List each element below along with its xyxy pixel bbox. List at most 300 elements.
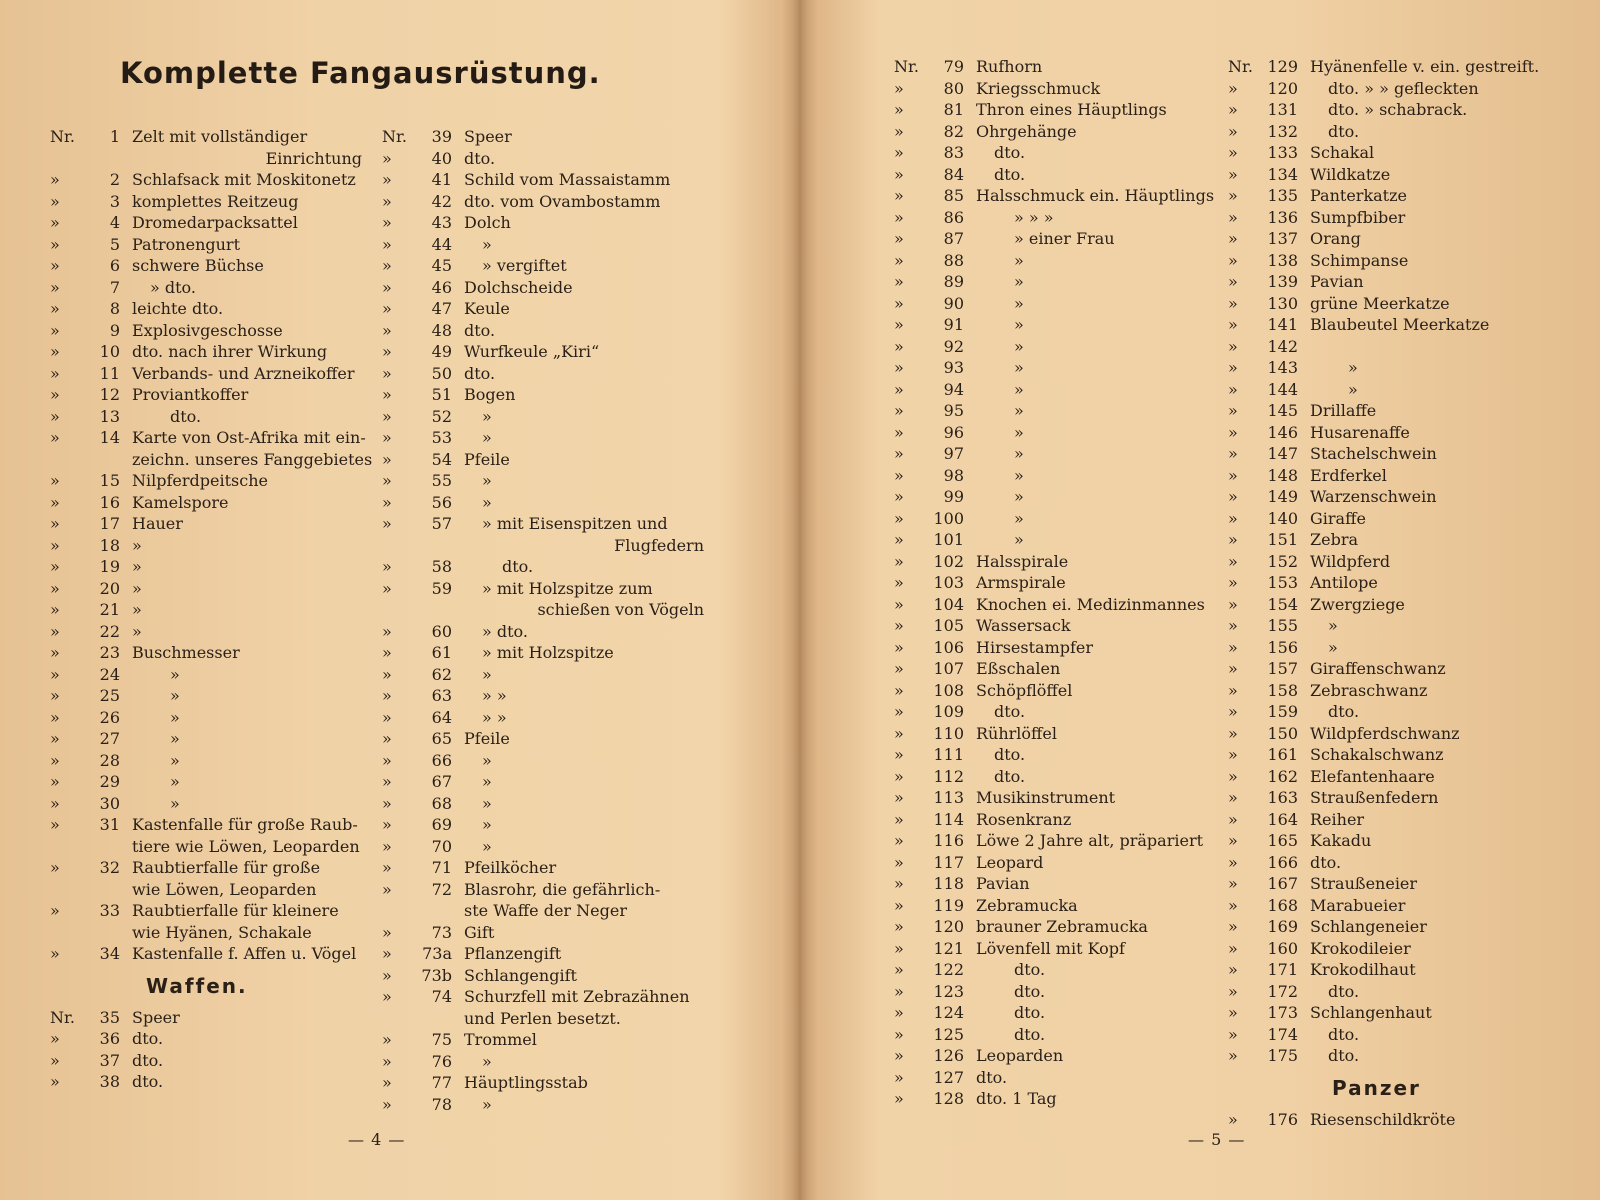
item-number-value: 126 — [933, 1046, 964, 1065]
item-prefix: » — [382, 858, 392, 877]
item-number-value: 133 — [1267, 143, 1298, 162]
item-number-value: 96 — [943, 422, 964, 442]
list-item — [894, 164, 1214, 186]
item-prefix: » — [894, 1067, 904, 1087]
item-description: Blaubeutel Meerkatze — [1310, 315, 1490, 334]
item-number-value: 154 — [1267, 594, 1298, 614]
item-number-value: 89 — [943, 272, 964, 291]
item-prefix: » — [1228, 508, 1238, 528]
item-description: Hyänenfelle v. ein. gestreift. — [1310, 57, 1540, 76]
item-description: » — [170, 707, 180, 727]
list-item — [1228, 357, 1548, 379]
item-prefix: » — [50, 664, 60, 684]
item-prefix: » — [382, 879, 392, 899]
item-number-value: 91 — [943, 315, 964, 334]
item-description: Schakal — [1310, 143, 1375, 162]
item-prefix: » — [1228, 78, 1238, 98]
item-prefix: » — [1228, 702, 1238, 721]
item-number-value: 141 — [1267, 315, 1298, 334]
item-prefix: » — [50, 234, 60, 254]
item-prefix: » — [894, 422, 904, 442]
list-item — [894, 787, 1214, 809]
item-prefix: » — [50, 471, 60, 490]
item-number-value: 92 — [943, 336, 964, 356]
list-item — [1228, 142, 1548, 164]
item-number-value: 53 — [431, 428, 452, 447]
item-description: Dolchscheide — [464, 277, 573, 297]
list-item — [1228, 1024, 1548, 1046]
item-description: ste Waffe der Neger — [464, 901, 627, 920]
item-prefix: » — [894, 680, 904, 700]
item-prefix: » — [1228, 809, 1238, 829]
item-prefix: » — [894, 852, 904, 872]
item-prefix: » — [50, 578, 60, 598]
list-item — [894, 830, 1214, 852]
list-item — [1228, 873, 1548, 895]
item-number-value: 171 — [1267, 960, 1298, 979]
item-description: » — [482, 815, 492, 834]
item-description: dto. — [132, 1050, 164, 1070]
list-item — [1228, 121, 1548, 143]
list-item — [1228, 615, 1548, 637]
list-item — [1228, 701, 1548, 723]
item-prefix: » — [894, 207, 904, 227]
item-prefix: » — [382, 385, 392, 404]
item-number-value: 149 — [1267, 487, 1298, 506]
item-description: » — [1014, 401, 1024, 420]
list-item — [894, 1024, 1214, 1046]
item-description: Leopard — [976, 852, 1044, 872]
item-description: dto. — [1328, 1046, 1360, 1065]
item-prefix: » — [894, 594, 904, 614]
item-description: Schlangeneier — [1310, 917, 1427, 936]
list-item — [382, 277, 704, 299]
item-number-value: 99 — [943, 487, 964, 506]
list-item — [50, 621, 362, 643]
list-item — [382, 771, 704, 793]
item-number-value: 31 — [99, 815, 120, 834]
list-item — [1228, 658, 1548, 680]
item-number-value: 108 — [933, 680, 964, 700]
item-prefix: » — [382, 750, 392, 770]
item-number-value: 110 — [933, 723, 964, 743]
item-prefix: » — [894, 78, 904, 98]
list-item — [894, 1045, 1214, 1067]
list-item — [382, 599, 704, 621]
item-prefix: » — [1228, 981, 1238, 1001]
list-item — [894, 637, 1214, 659]
item-prefix: » — [1228, 788, 1238, 807]
item-number-value: 24 — [99, 664, 120, 684]
item-description: Halsspirale — [976, 551, 1069, 571]
item-number-value: 162 — [1267, 766, 1298, 786]
item-description: Marabueier — [1310, 895, 1406, 915]
list-item — [50, 642, 362, 664]
item-description: zeichn. unseres Fanggebietes — [132, 449, 373, 469]
item-description: Pfeilköcher — [464, 858, 557, 877]
item-prefix: » — [50, 170, 60, 189]
item-number-value: 54 — [431, 449, 452, 469]
item-description: Lövenfell mit Kopf — [976, 938, 1125, 958]
list-item — [382, 900, 704, 922]
item-description: Dolch — [464, 213, 511, 232]
item-prefix: » — [50, 535, 60, 555]
item-description: » mit Holzspitze — [482, 643, 614, 662]
item-prefix: » — [1228, 895, 1238, 915]
list-item — [50, 599, 362, 621]
item-number-value: 138 — [1267, 250, 1298, 270]
item-description: » — [170, 729, 180, 748]
list-item — [382, 406, 704, 428]
item-description: Erdferkel — [1310, 465, 1387, 485]
item-number-value: 73 — [431, 922, 452, 942]
list-item — [50, 685, 362, 707]
item-prefix: Nr. — [50, 127, 75, 146]
item-prefix: » — [50, 256, 60, 275]
item-number-value: 97 — [943, 444, 964, 463]
item-prefix: » — [382, 922, 392, 942]
list-item — [50, 578, 362, 600]
list-item — [894, 766, 1214, 788]
item-description: dto. — [1014, 1024, 1046, 1044]
item-number-value: 78 — [431, 1094, 452, 1114]
item-description: Löwe 2 Jahre alt, präpariert — [976, 831, 1204, 850]
list-item — [894, 873, 1214, 895]
item-number-value: 159 — [1267, 702, 1298, 721]
list-item — [382, 750, 704, 772]
item-number-value: 25 — [99, 686, 120, 705]
item-prefix: » — [1228, 272, 1238, 291]
item-number-value: 69 — [431, 815, 452, 834]
item-number-value: 39 — [431, 127, 452, 146]
item-description: » — [170, 793, 180, 813]
item-prefix: » — [894, 401, 904, 420]
list-item — [50, 341, 362, 363]
list-item — [894, 1067, 1214, 1089]
item-prefix: » — [1228, 1046, 1238, 1065]
list-item — [50, 556, 362, 578]
item-prefix: » — [894, 508, 904, 528]
list-item — [382, 298, 704, 320]
item-description: tiere wie Löwen, Leoparden — [132, 836, 360, 856]
list-item — [1228, 744, 1548, 766]
item-prefix: » — [894, 530, 904, 549]
item-description: wie Hyänen, Schakale — [132, 922, 312, 942]
item-prefix: » — [894, 874, 904, 893]
item-number-value: 123 — [933, 981, 964, 1001]
list-item — [1228, 443, 1548, 465]
list-item — [50, 406, 362, 428]
list-item — [382, 126, 704, 148]
item-description: » — [1014, 250, 1024, 270]
item-number-value: 61 — [431, 643, 452, 662]
item-number-value: 109 — [933, 702, 964, 721]
item-prefix: » — [382, 1030, 392, 1049]
item-number-value: 160 — [1267, 938, 1298, 958]
item-prefix: » — [382, 729, 392, 748]
item-description: Proviantkoffer — [132, 385, 249, 404]
item-description: komplettes Reitzeug — [132, 191, 299, 211]
list-item — [50, 363, 362, 385]
item-prefix: » — [894, 358, 904, 377]
item-number-value: 129 — [1267, 57, 1298, 76]
item-prefix: » — [1228, 1109, 1238, 1129]
item-prefix: » — [894, 186, 904, 205]
item-description: » mit Eisenspitzen und — [482, 514, 668, 533]
item-prefix: » — [894, 659, 904, 678]
item-number-value: 163 — [1267, 788, 1298, 807]
item-number-value: 103 — [933, 573, 964, 592]
item-description: schießen von Vögeln — [537, 600, 704, 619]
right-page — [800, 0, 1600, 1200]
item-number-value: 88 — [943, 250, 964, 270]
item-prefix: » — [382, 320, 392, 340]
list-item — [894, 981, 1214, 1003]
item-description: » » — [482, 707, 507, 727]
item-description: dto. 1 Tag — [976, 1089, 1057, 1108]
item-number-value: 45 — [431, 256, 452, 275]
item-number-value: 83 — [943, 143, 964, 162]
item-description: » — [132, 621, 142, 641]
item-description: dto. — [994, 702, 1026, 721]
item-description: Zelt mit vollständiger — [132, 127, 308, 146]
item-prefix: » — [1228, 229, 1238, 248]
list-item — [50, 427, 366, 449]
list-item — [1228, 99, 1548, 121]
item-prefix: » — [1228, 852, 1238, 872]
item-description: dto. — [1310, 852, 1342, 872]
item-number-value: 29 — [99, 772, 120, 791]
list-item — [382, 234, 704, 256]
item-description: Krokodilhaut — [1310, 960, 1416, 979]
item-number-value: 131 — [1267, 100, 1298, 119]
item-description: dto. vom Ovambostamm — [464, 191, 661, 211]
list-item — [1228, 336, 1548, 358]
item-description: Sumpfbiber — [1310, 207, 1406, 227]
item-number-value: 127 — [933, 1067, 964, 1087]
item-number-value: 74 — [431, 987, 452, 1006]
item-prefix: » — [894, 895, 904, 915]
item-description: Explosivgeschosse — [132, 320, 283, 340]
list-item — [50, 492, 362, 514]
list-item — [382, 535, 704, 557]
item-prefix: » — [1228, 250, 1238, 270]
item-number-value: 15 — [99, 471, 120, 490]
item-prefix: » — [894, 831, 904, 850]
item-description: Krokodileier — [1310, 938, 1411, 958]
item-description: » — [1014, 487, 1024, 506]
item-prefix: » — [894, 1089, 904, 1108]
item-description: Halsschmuck ein. Häuptlings — [976, 186, 1215, 205]
list-item — [382, 814, 704, 836]
item-number-value: 102 — [933, 551, 964, 571]
item-description: Nilpferdpeitsche — [132, 471, 268, 490]
item-description: » — [1014, 358, 1024, 377]
item-prefix: » — [382, 686, 392, 705]
item-description: dto. — [994, 143, 1026, 162]
item-number-value: 84 — [943, 164, 964, 184]
item-prefix: » — [894, 487, 904, 506]
item-number-value: 65 — [431, 729, 452, 748]
item-prefix: » — [894, 938, 904, 958]
list-item — [382, 148, 704, 170]
item-prefix: » — [894, 788, 904, 807]
list-item — [382, 1072, 704, 1094]
item-description: Karte von Ost-Afrika mit ein- — [132, 428, 366, 447]
list-item — [382, 922, 704, 944]
list-item — [50, 1007, 362, 1029]
item-number-value: 104 — [933, 594, 964, 614]
list-item — [382, 1029, 704, 1051]
list-item — [1228, 164, 1548, 186]
list-item — [894, 357, 1214, 379]
list-item — [894, 959, 1214, 981]
item-number-value: 144 — [1267, 379, 1298, 399]
list-item — [382, 556, 704, 578]
list-item — [50, 857, 362, 879]
item-description: Riesenschildkröte — [1310, 1109, 1456, 1129]
item-prefix: » — [1228, 143, 1238, 162]
item-prefix: » — [382, 471, 392, 490]
item-description: » — [1014, 508, 1024, 528]
item-number-value: 32 — [99, 858, 120, 877]
item-number-value: 86 — [943, 207, 964, 227]
item-number-value: 140 — [1267, 508, 1298, 528]
item-description: Giraffenschwanz — [1310, 659, 1446, 678]
item-prefix: » — [1228, 121, 1238, 141]
item-prefix: » — [50, 213, 60, 232]
list-item — [1228, 78, 1548, 100]
item-prefix: » — [1228, 422, 1238, 442]
item-description: Häuptlingsstab — [464, 1073, 588, 1092]
item-prefix: » — [50, 277, 60, 297]
list-item — [50, 384, 362, 406]
item-prefix: » — [382, 664, 392, 684]
item-prefix: » — [382, 492, 392, 512]
item-description: Speer — [464, 127, 512, 146]
item-prefix: » — [1228, 874, 1238, 893]
item-description: dto. — [502, 557, 534, 576]
item-number-value: 168 — [1267, 895, 1298, 915]
item-number-value: 114 — [933, 809, 964, 829]
item-prefix: » — [382, 299, 392, 318]
item-prefix: » — [50, 772, 60, 791]
list-item — [894, 895, 1214, 917]
item-prefix: » — [382, 621, 392, 641]
item-prefix: » — [382, 234, 392, 254]
item-number-value: 18 — [99, 535, 120, 555]
list-item — [894, 336, 1214, 358]
item-number-value: 56 — [431, 492, 452, 512]
item-prefix: » — [894, 809, 904, 829]
item-number-value: 106 — [933, 637, 964, 657]
list-item — [382, 513, 704, 535]
item-number-value: 169 — [1267, 917, 1298, 936]
item-description: Eßschalen — [976, 659, 1061, 678]
item-description: Orang — [1310, 229, 1361, 248]
list-item — [50, 879, 362, 901]
item-number-value: 176 — [1267, 1109, 1298, 1129]
item-description: Zebra — [1310, 530, 1359, 549]
item-number-value: 158 — [1267, 680, 1298, 700]
item-description: dto. — [464, 363, 496, 383]
item-column-4 — [1228, 56, 1548, 1130]
list-item — [894, 658, 1214, 680]
item-prefix: » — [1228, 444, 1238, 463]
list-item — [894, 142, 1214, 164]
list-item — [382, 728, 704, 750]
list-item — [50, 664, 362, 686]
item-number-value: 145 — [1267, 401, 1298, 420]
list-item — [50, 750, 362, 772]
item-description: Drillaffe — [1310, 401, 1377, 420]
item-description: dto. — [1014, 960, 1046, 979]
item-description: Giraffe — [1310, 508, 1366, 528]
item-number-value: 64 — [431, 707, 452, 727]
item-description: dto. » » gefleckten — [1328, 78, 1479, 98]
list-item — [1228, 680, 1548, 702]
item-prefix: » — [50, 1029, 60, 1048]
item-prefix: » — [50, 901, 60, 920]
list-item — [894, 400, 1214, 422]
item-prefix: » — [382, 987, 392, 1006]
item-description: dto. — [132, 1029, 164, 1048]
item-prefix: » — [894, 1024, 904, 1044]
item-prefix: » — [50, 342, 60, 361]
list-item — [50, 814, 362, 836]
item-description: Speer — [132, 1007, 180, 1027]
list-item — [50, 1071, 362, 1093]
item-prefix: » — [382, 213, 392, 232]
item-prefix: » — [894, 745, 904, 764]
item-description: Zebramucka — [976, 895, 1078, 915]
item-number-value: 107 — [933, 659, 964, 678]
item-number-value: 98 — [943, 465, 964, 485]
item-number-value: 82 — [943, 121, 964, 141]
section-heading: Panzer — [1332, 1075, 1421, 1100]
item-number-value: 73b — [421, 965, 452, 985]
item-prefix: » — [382, 944, 392, 963]
item-description: » — [132, 557, 142, 576]
item-number-value: 8 — [109, 299, 120, 318]
item-prefix: » — [1228, 100, 1238, 119]
item-number-value: 50 — [431, 363, 452, 383]
item-description: Kastenfalle f. Affen u. Vögel — [132, 944, 357, 963]
item-prefix: » — [894, 637, 904, 657]
item-number-value: 87 — [943, 229, 964, 248]
list-item — [382, 449, 704, 471]
item-description: » — [1328, 637, 1338, 657]
list-item — [894, 422, 1214, 444]
item-number-value: 150 — [1267, 723, 1298, 743]
item-prefix: » — [50, 729, 60, 748]
item-description: grüne Meerkatze — [1310, 293, 1450, 313]
item-prefix: Nr. — [894, 57, 919, 76]
item-prefix: » — [382, 793, 392, 813]
item-description: » — [482, 1094, 492, 1114]
item-number-value: 11 — [99, 363, 120, 383]
list-item — [1228, 228, 1548, 250]
list-item — [1228, 508, 1548, 530]
list-item — [1228, 400, 1548, 422]
item-description: » dto. — [482, 621, 528, 641]
item-number-value: 122 — [933, 960, 964, 979]
item-number-value: 100 — [933, 508, 964, 528]
item-description: Panterkatze — [1310, 186, 1407, 205]
list-item — [382, 1008, 704, 1030]
list-item — [50, 212, 362, 234]
item-description: Schlangenhaut — [1310, 1003, 1432, 1022]
